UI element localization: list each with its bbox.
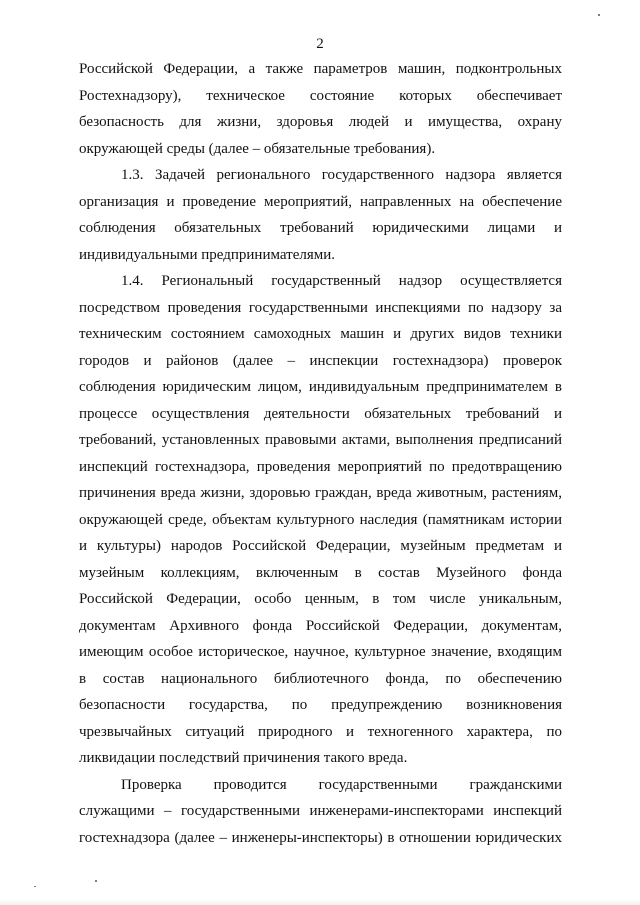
text-line: ликвидации последствий причинения такого вреда. bbox=[79, 750, 408, 766]
text-line: безопасность для жизни, здоровья людей и имущества, охрану bbox=[79, 114, 562, 130]
text-line: соблюдения юридическим лицом, индивидуальным предпринимателем в bbox=[79, 379, 562, 395]
scan-edge-shadow bbox=[0, 899, 640, 905]
text-line: чрезвычайных ситуаций природного и техногенного характера, по bbox=[79, 723, 562, 740]
paragraph-continuation bbox=[79, 56, 562, 162]
text-line: безопасности государства, по предупреждению возникновения bbox=[79, 697, 562, 713]
text-line: Проверка проводится государственными гражданскими bbox=[121, 776, 562, 793]
text-line: требований, установленных правовыми актами, выполнения предписаний bbox=[79, 432, 562, 448]
page-number: 2 bbox=[316, 36, 324, 52]
text-line: инспекций гостехнадзора, проведения мероприятий по предотвращению bbox=[79, 458, 562, 475]
text-line: окружающей среды (далее – обязательные требования). bbox=[79, 140, 436, 157]
text-line: техническим состоянием самоходных машин и других видов техники bbox=[79, 326, 562, 342]
text-line: причинения вреда жизни, здоровью граждан, вреда животным, растениям, bbox=[79, 485, 562, 501]
text-line: и культуры) народов Российской Федерации, музейным предметам и bbox=[79, 538, 562, 554]
paragraph-1-3 bbox=[79, 162, 562, 268]
text-line: Ростехнадзору), техническое состояние которых обеспечивает bbox=[79, 87, 562, 104]
text-line: в состав национального библиотечного фонда, по обеспечению bbox=[79, 670, 562, 687]
text-line: процессе осуществления деятельности обязательных требований и bbox=[79, 405, 562, 422]
text-line: Российской Федерации, особо ценным, в том числе уникальным, bbox=[79, 591, 562, 607]
text-line: городов и районов (далее – инспекции гостехнадзора) проверок bbox=[79, 352, 562, 369]
text-line: служащими – государственными инженерами-инспекторами инспекций bbox=[79, 803, 562, 819]
text-line: Российской Федерации, а также параметров машин, подконтрольных bbox=[79, 61, 562, 77]
paragraph-inspection bbox=[79, 772, 562, 852]
scan-speck bbox=[34, 886, 36, 887]
text-line: соблюдения обязательных требований юридическими лицами и bbox=[79, 220, 562, 236]
text-line: музейным коллекциям, включенным в состав Музейного фонда bbox=[79, 564, 562, 581]
text-line: окружающей среде, объектам культурного наследия (памятникам истории bbox=[79, 511, 562, 528]
paragraph-1-4 bbox=[79, 268, 562, 772]
text-line: индивидуальными предпринимателями. bbox=[79, 246, 336, 263]
text-line: документам Архивного фонда Российской Федерации, документам, bbox=[79, 617, 562, 634]
text-line: 1.3. Задачей регионального государственного надзора является bbox=[121, 167, 562, 183]
text-line: организация и проведение мероприятий, направленных на обеспечение bbox=[79, 193, 562, 210]
scan-speck bbox=[95, 880, 97, 882]
scan-speck bbox=[598, 14, 600, 16]
text-line: имеющим особое историческое, научное, культурное значение, входящим bbox=[79, 644, 562, 660]
document-body bbox=[79, 56, 562, 851]
text-line: посредством проведения государственными инспекциями по надзору за bbox=[79, 299, 562, 316]
text-line: гостехнадзора (далее – инженеры-инспекторы) в отношении юридических bbox=[79, 829, 562, 846]
text-line: 1.4. Региональный государственный надзор осуществляется bbox=[121, 273, 562, 289]
